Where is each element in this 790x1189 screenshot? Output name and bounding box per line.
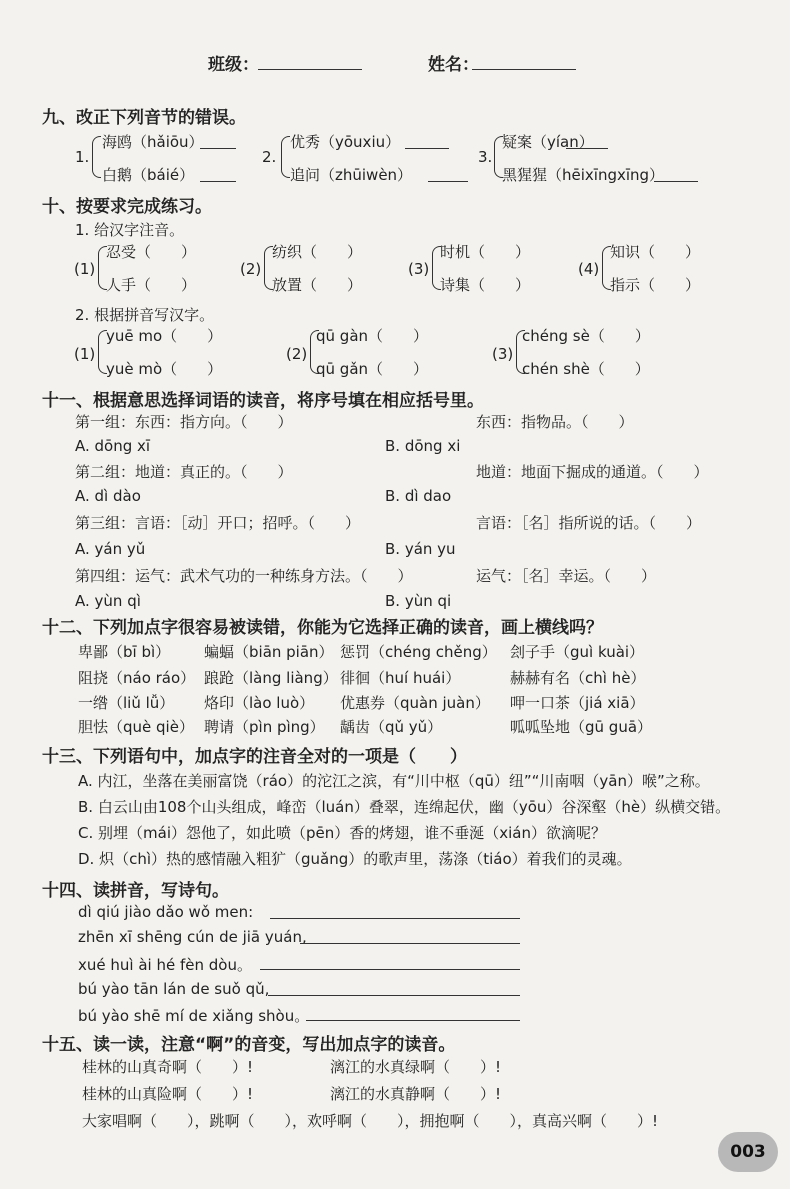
section-12-title: 十二、下列加点字很容易被读错，你能为它选择正确的读音，画上横线吗？ <box>42 618 603 638</box>
s15-b1: 漓江的水真绿啊（ ）! <box>330 1058 502 1076</box>
answer-blank[interactable] <box>428 181 468 182</box>
s14-pinyin-1: dì qiú jiào dǎo wǒ men: <box>78 903 254 921</box>
s10-h1-a: yuē mo（ ） <box>106 327 223 345</box>
s12-r3-c2: 烙印（lào luò） <box>204 694 315 712</box>
s12-r2-c2: 踉跄（làng liàng） <box>204 669 338 687</box>
answer-line[interactable] <box>260 969 520 970</box>
s11-g3-left: 第三组：言语：［动］开口；招呼。（ ） <box>75 514 361 532</box>
answer-blank[interactable] <box>654 181 698 182</box>
s9-item-1b: 白鹅（báié） <box>102 166 195 184</box>
s10-g1-num: (1) <box>74 260 96 278</box>
class-blank[interactable] <box>258 69 362 70</box>
s9-num-2: 2. <box>262 148 277 166</box>
s10-h2-a: qū gàn（ ） <box>316 327 429 345</box>
s10-h2-num: (2) <box>286 345 308 363</box>
s12-r1-c4: 刽子手（guì kuài） <box>510 643 645 661</box>
section-11-title: 十一、根据意思选择词语的读音，将序号填在相应括号里。 <box>42 391 484 411</box>
s11-g1-left: 第一组：东西：指方向。（ ） <box>75 413 293 431</box>
s12-r3-c4: 呷一口茶（jiá xiā） <box>510 694 645 712</box>
section-15-title: 十五、读一读，注意“啊”的音变，写出加点字的读音。 <box>42 1035 456 1055</box>
answer-line[interactable] <box>300 943 520 944</box>
s13-option-b: B. 白云山由108个山头组成，峰峦（luán）叠翠，连绵起伏，幽（yōu）谷深壑（hè）纵横交错。 <box>78 798 731 816</box>
section-14-title: 十四、读拼音，写诗句。 <box>42 881 229 901</box>
s10-g3-b: 诗集（ ） <box>440 276 531 294</box>
s10-g1-b: 人手（ ） <box>106 276 197 294</box>
s10-g4-a: 知识（ ） <box>610 243 701 261</box>
answer-blank[interactable] <box>405 148 449 149</box>
s10-g4-b: 指示（ ） <box>610 276 701 294</box>
s9-item-3b: 黑猩猩（hēixīngxīng） <box>502 166 665 184</box>
s13-option-d: D. 炽（chì）热的感情融入粗犷（guǎng）的歌声里，荡涤（tiáo）着我们的灵魂。 <box>78 850 632 868</box>
s15-b2: 漓江的水真静啊（ ）! <box>330 1085 502 1103</box>
s10-g3-num: (3) <box>408 260 430 278</box>
s10-g2-num: (2) <box>240 260 262 278</box>
answer-line[interactable] <box>306 1020 520 1021</box>
s14-pinyin-5: bú yào shē mí de xiǎng shòu。 <box>78 1007 310 1025</box>
class-label: 班级： <box>208 55 259 75</box>
s10-g2-a: 纺织（ ） <box>272 243 363 261</box>
name-blank[interactable] <box>472 69 576 70</box>
s15-a1: 桂林的山真奇啊（ ）! <box>82 1058 254 1076</box>
page-number-badge: 003 <box>718 1132 778 1172</box>
s9-num-3: 3. <box>478 148 493 166</box>
s12-r1-c2: 蝙蝠（biān piān） <box>204 643 334 661</box>
s10-g4-num: (4) <box>578 260 600 278</box>
s11-g3-right: 言语：［名］指所说的话。（ ） <box>476 514 702 532</box>
s11-g4-A: A. yùn qì <box>75 592 141 610</box>
s11-g1-A: A. dōng xī <box>75 437 151 455</box>
s11-g2-right: 地道：地面下掘成的通道。（ ） <box>476 463 709 481</box>
section-10-title: 十、按要求完成练习。 <box>42 197 212 217</box>
s11-g2-left: 第二组：地道：真正的。（ ） <box>75 463 293 481</box>
s15-a2: 桂林的山真险啊（ ）! <box>82 1085 254 1103</box>
s12-r2-c1: 阻挠（náo ráo） <box>78 669 196 687</box>
brace <box>92 136 101 178</box>
answer-blank[interactable] <box>200 148 236 149</box>
s10-g1-a: 忍受（ ） <box>106 243 197 261</box>
s11-g2-A: A. dì dào <box>75 487 141 505</box>
name-label: 姓名： <box>428 55 479 75</box>
s12-r4-c1: 胆怯（què qiè） <box>78 718 194 736</box>
section-9-title: 九、改正下列音节的错误。 <box>42 108 246 128</box>
s10-sub-1: 1. 给汉字注音。 <box>75 221 185 239</box>
s10-h2-b: qū gǎn（ ） <box>316 360 429 378</box>
answer-line[interactable] <box>270 918 520 919</box>
section-13-title: 十三、下列语句中，加点字的注音全对的一项是（ ） <box>42 747 467 767</box>
s13-option-c: C. 别埋（mái）怨他了，如此喷（pēn）香的烤翅，谁不垂涎（xián）欲滴呢？ <box>78 824 606 842</box>
s14-pinyin-4: bú yào tān lán de suǒ qǔ, <box>78 980 270 998</box>
s12-r2-c4: 赫赫有名（chì hè） <box>510 669 646 687</box>
s12-r3-c3: 优惠券（quàn juàn） <box>340 694 490 712</box>
s10-h1-num: (1) <box>74 345 96 363</box>
s10-g3-a: 时机（ ） <box>440 243 531 261</box>
s10-g2-b: 放置（ ） <box>272 276 363 294</box>
answer-line[interactable] <box>268 995 520 996</box>
answer-blank[interactable] <box>200 181 236 182</box>
s11-g1-right: 东西：指物品。（ ） <box>476 413 634 431</box>
s11-g1-B: B. dōng xi <box>385 437 461 455</box>
s10-h3-a: chéng sè（ ） <box>522 327 650 345</box>
s12-r4-c2: 聘请（pìn pìng） <box>204 718 325 736</box>
s12-r2-c3: 徘徊（huí huái） <box>340 669 461 687</box>
s14-pinyin-2: zhēn xī shēng cún de jiā yuán, <box>78 928 307 946</box>
s9-num-1: 1. <box>75 148 90 166</box>
s12-r4-c4: 呱呱坠地（gū guā） <box>510 718 653 736</box>
s10-h3-b: chén shè（ ） <box>522 360 650 378</box>
s12-r3-c1: 一绺（liǔ lǚ） <box>78 694 175 712</box>
s14-pinyin-3: xué huì ài hé fèn dòu。 <box>78 956 252 974</box>
s11-g4-B: B. yùn qi <box>385 592 452 610</box>
s10-h1-b: yuè mò（ ） <box>106 360 223 378</box>
s15-last: 大家唱啊（ ），跳啊（ ），欢呼啊（ ），拥抱啊（ ），真高兴啊（ ）! <box>82 1112 659 1130</box>
brace <box>281 136 290 178</box>
s12-r1-c1: 卑鄙（bī bì） <box>78 643 171 661</box>
s11-g4-left: 第四组：运气：武术气功的一种练身方法。（ ） <box>75 567 413 585</box>
s13-option-a: A. 内江，坐落在美丽富饶（ráo）的沱江之滨，有“川中枢（qū）纽”“川南咽（yān）喉”之称。 <box>78 772 710 790</box>
s9-item-1a: 海鸥（hǎiōu） <box>102 133 204 151</box>
s12-r1-c3: 惩罚（chéng chěng） <box>340 643 497 661</box>
s9-item-3a: 疑案（yían） <box>502 133 594 151</box>
s11-g3-A: A. yán yǔ <box>75 540 146 558</box>
s11-g3-B: B. yán yu <box>385 540 456 558</box>
s9-item-2b: 追问（zhūiwèn） <box>290 166 413 184</box>
s11-g4-right: 运气：［名］幸运。（ ） <box>476 567 657 585</box>
s10-sub-2: 2. 根据拼音写汉字。 <box>75 306 215 324</box>
s11-g2-B: B. dì dao <box>385 487 452 505</box>
answer-blank[interactable] <box>566 148 608 149</box>
s12-r4-c3: 龋齿（qǔ yǔ） <box>340 718 443 736</box>
s10-h3-num: (3) <box>492 345 514 363</box>
s9-item-2a: 优秀（yōuxiu） <box>290 133 401 151</box>
